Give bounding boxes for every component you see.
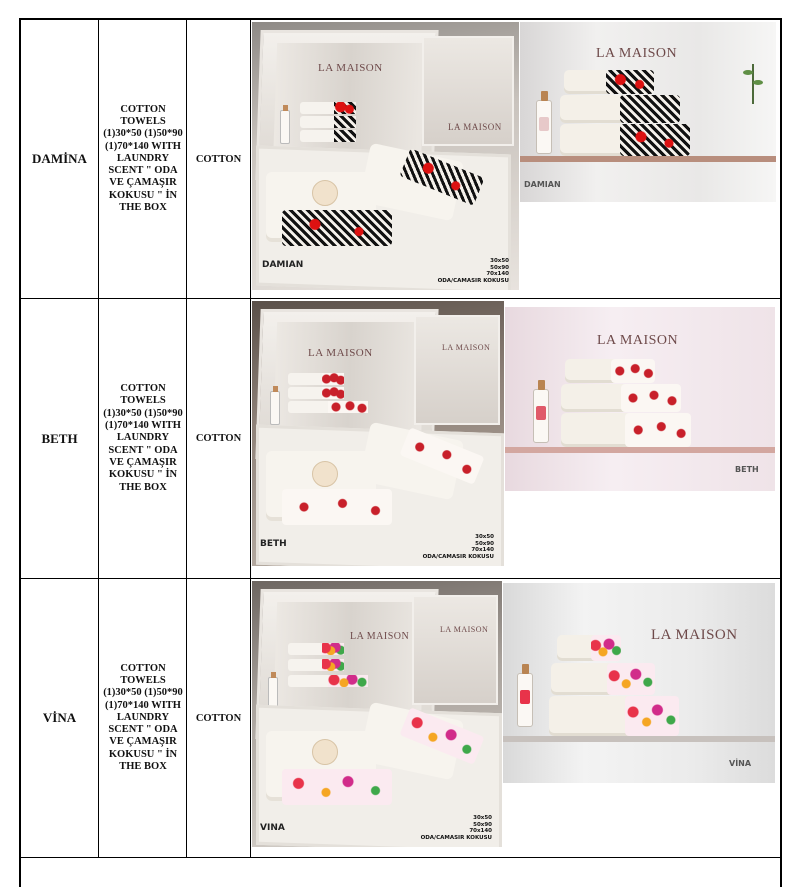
brand-logo: LA MAISON — [318, 62, 383, 74]
brand-logo: LA MAISON — [651, 627, 738, 643]
box-photo — [252, 301, 504, 566]
brand-logo: LA MAISON — [442, 343, 491, 352]
product-name: BETH — [41, 430, 78, 446]
brand-logo: LA MAISON — [448, 122, 502, 132]
column-divider — [250, 20, 251, 858]
product-description: COTTON TOWELS (1)30*50 (1)50*90 (1)70*140 WITH LAUNDRY SCENT " ODA VE ÇAMAŞIR KOKUSU " İN THE BOX — [103, 103, 183, 214]
product-name: VİNA — [42, 710, 77, 725]
product-tag: BETH — [735, 465, 759, 474]
product-material: COTTON — [195, 433, 242, 444]
product-tag: VINA — [260, 823, 285, 833]
box-photo — [252, 581, 502, 847]
size-specs: 30x50 50x90 70x140 ODA/CAMASIR KOKUSU — [420, 815, 492, 841]
brand-logo: LA MAISON — [350, 631, 410, 642]
product-description: COTTON TOWELS (1)30*50 (1)50*90 (1)70*140 WITH LAUNDRY SCENT " ODA VE ÇAMAŞIR KOKUSU " İN THE BOX — [103, 662, 183, 773]
product-tag: BETH — [260, 539, 287, 549]
brand-logo: LA MAISON — [308, 347, 373, 359]
product-tag: DAMIAN — [524, 180, 561, 189]
size-specs: 30x50 50x90 70x140 ODA/CAMASIR KOKUSU — [437, 258, 509, 284]
box-photo — [252, 22, 519, 290]
product-material: COTTON — [195, 153, 242, 165]
shelf-photo — [503, 583, 775, 783]
brand-logo: LA MAISON — [597, 333, 679, 348]
row-divider — [21, 857, 780, 858]
size-specs: 30x50 50x90 70x140 ODA/CAMASIR KOKUSU — [422, 534, 494, 560]
shelf-photo — [505, 307, 775, 491]
shelf-photo — [520, 22, 776, 202]
product-material: COTTON — [195, 712, 242, 724]
brand-logo: LA MAISON — [440, 625, 489, 634]
product-tag: VİNA — [729, 759, 752, 768]
product-description: COTTON TOWELS (1)30*50 (1)50*90 (1)70*140 WITH LAUNDRY SCENT " ODA VE ÇAMAŞIR KOKUSU " İN THE BOX — [103, 383, 183, 493]
brand-logo: LA MAISON — [596, 46, 678, 61]
product-table — [19, 18, 782, 887]
product-tag: DAMIAN — [262, 260, 304, 270]
product-name: DAMİNA — [32, 151, 87, 166]
